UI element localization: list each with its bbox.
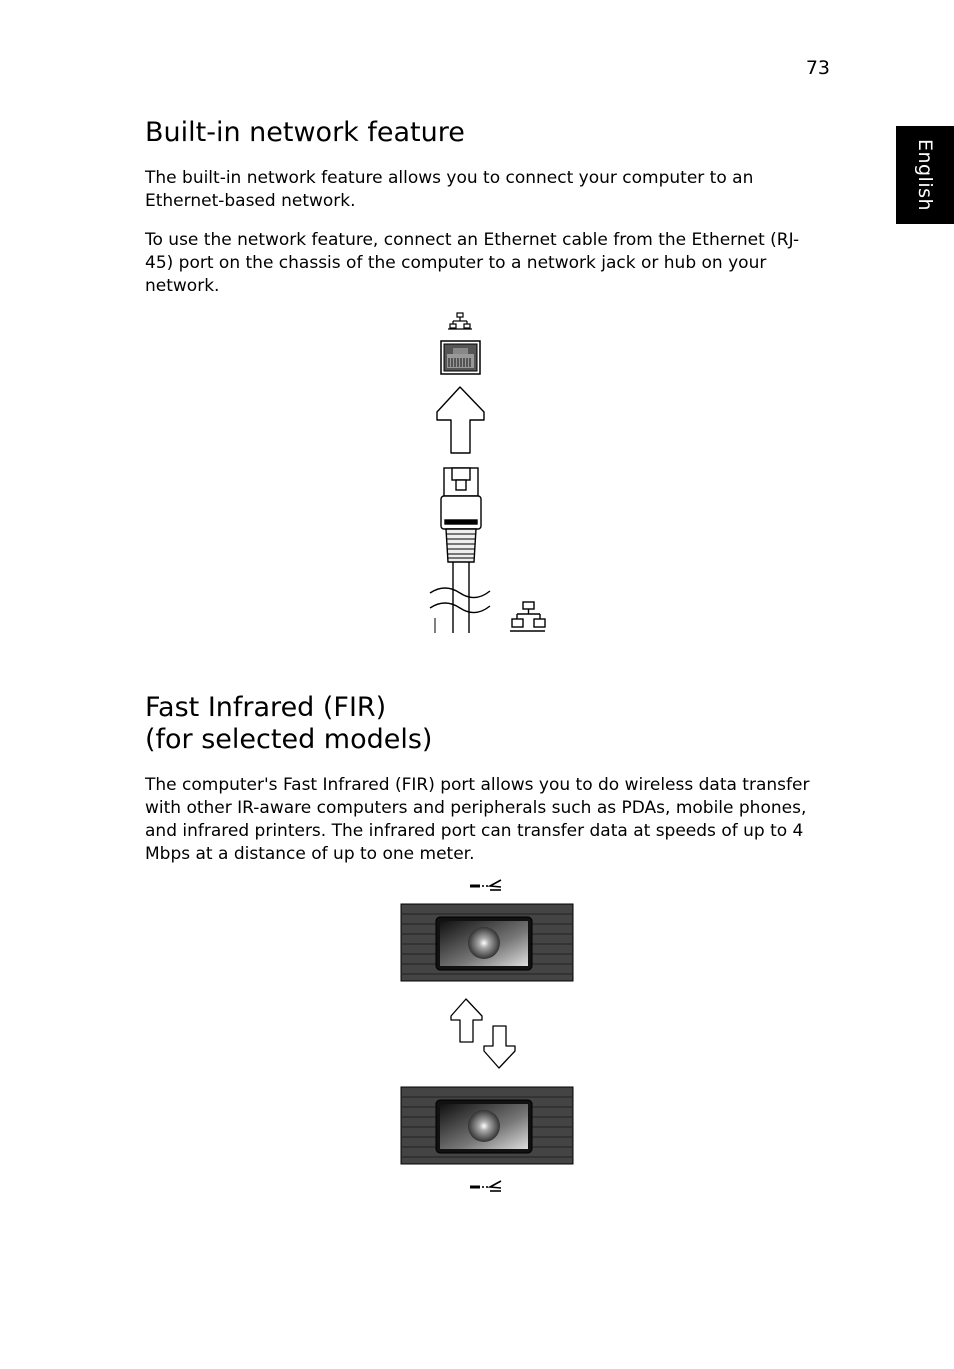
network-paragraph-1: The built-in network feature allows you to connect your computer to an Ethernet-based network. (145, 168, 754, 211)
infrared-paragraph: The computer's Fast Infrared (FIR) port allows you to do wireless data transfer with other IR-aware computers and peripherals such as PDAs, mobile phones, and infrared printers. The infrared port can transfer data at speeds of up to 4 Mbps at a distance of up to one meter. (145, 775, 810, 864)
section-title-network: Built-in network feature (145, 117, 465, 148)
section-title-infrared-line-1: Fast Infrared (FIR) (145, 692, 387, 723)
network-icon (510, 602, 545, 631)
page-number: 73 (805, 57, 830, 79)
arrow-down-icon (484, 1026, 515, 1068)
ethernet-port-icon (441, 341, 480, 374)
language-tab (896, 126, 954, 224)
network-icon (448, 313, 472, 329)
infrared-icon (470, 1181, 501, 1191)
infrared-icon (470, 880, 501, 890)
infrared-port-icon (401, 904, 573, 981)
arrow-up-icon (437, 387, 484, 453)
section-title-infrared-line-2: (for selected models) (145, 724, 433, 755)
network-illustration (420, 308, 580, 638)
network-paragraph-2: To use the network feature, connect an Ethernet cable from the Ethernet (RJ-45) port on the chassis of the computer to a network jack or hub on your network. (145, 230, 800, 296)
language-tab-label: English (914, 138, 936, 212)
infrared-port-icon (401, 1087, 573, 1164)
arrow-up-icon (451, 999, 482, 1042)
infrared-illustration (398, 875, 578, 1195)
rj45-plug-icon (430, 468, 490, 633)
section-title-infrared (145, 692, 432, 756)
